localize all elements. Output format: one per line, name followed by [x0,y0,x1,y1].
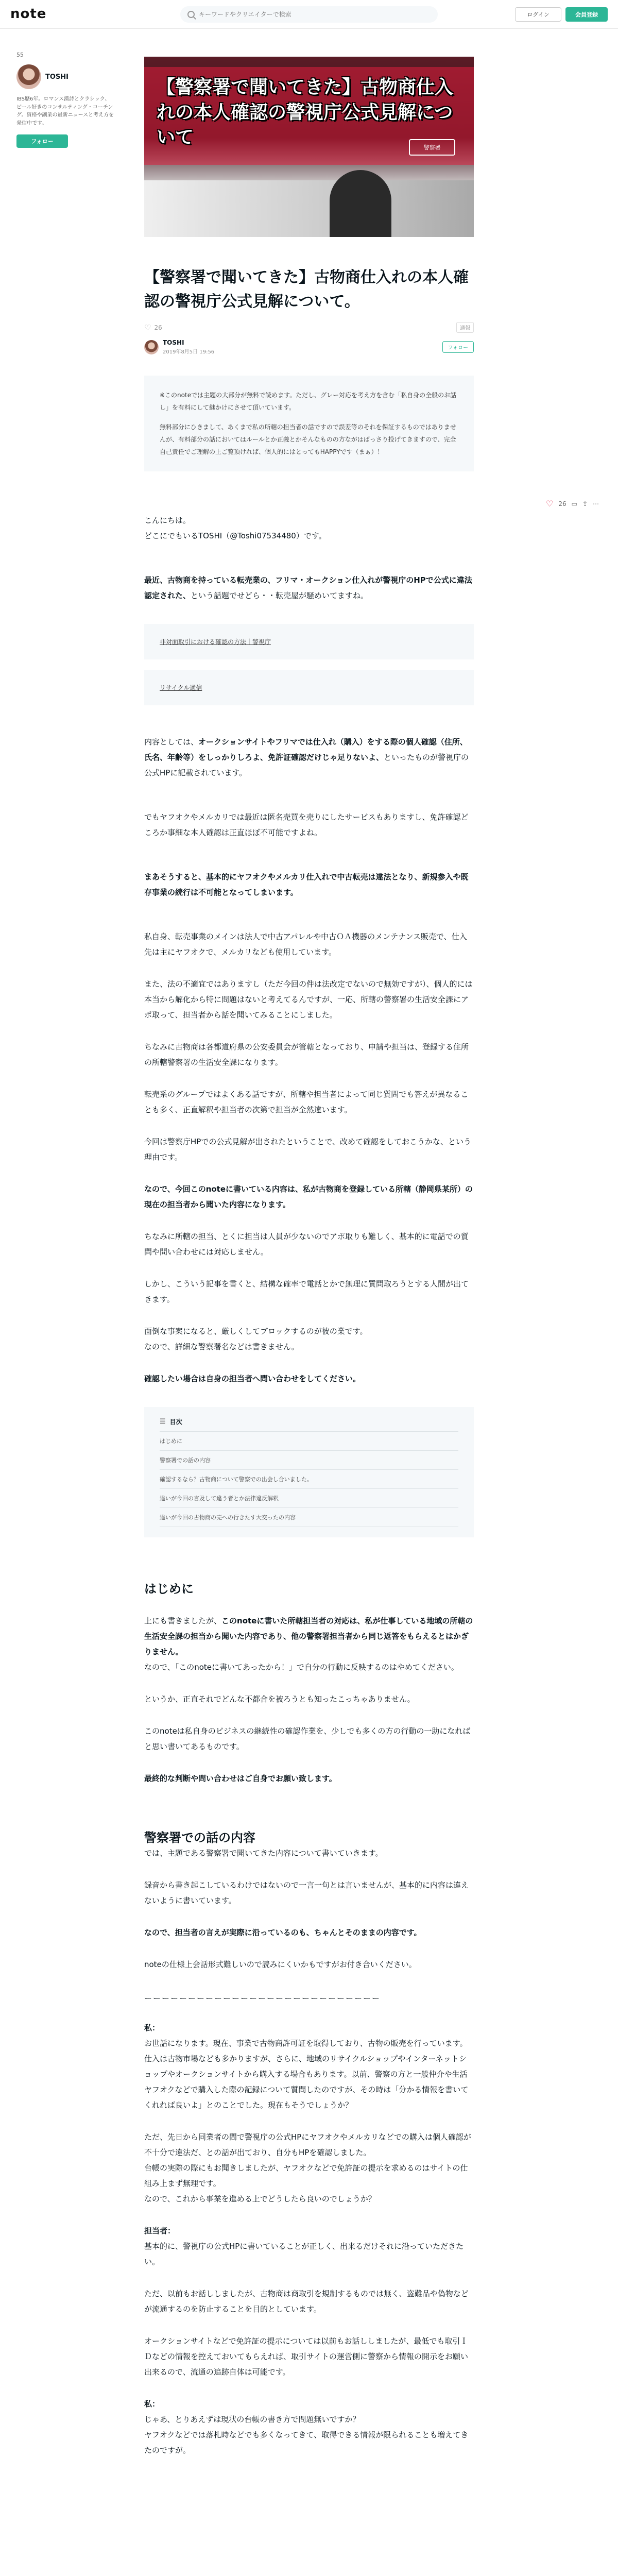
paragraph: しかし、こういう記事を書くと、結構な確率で電話とかで無理に質問取ろうとする人間が出てきます。 [144,1279,469,1304]
toc-item[interactable]: はじめに [160,1432,458,1451]
follow-button[interactable] [16,134,68,148]
like-counter[interactable] [144,323,162,332]
paragraph: 面倒な事案になると、厳しくしてブロックするのが彼の業です。 [144,1327,368,1336]
paragraph [144,1613,474,1659]
paragraph: ただ、先日から同業者の間で警視庁の公式HPにヤフオクやメルカリなどでの購入は個人確認が不十分で違法だ、との話が出ており、自分もHPを確認しました。 [144,2132,471,2157]
heart-icon[interactable]: ♡ [546,499,554,509]
toc-heading-label: 目次 [169,1418,182,1426]
like-count: 26 [154,324,162,331]
more-icon[interactable]: ⋯ [593,500,599,507]
paragraph: 私自身、転売事業のメインは法人で中古アパレルや中古ＯＡ機器のメンテナンス販売で、仕入先は主にヤフオクで、メルカリなども使用しています。 [144,932,467,957]
avatar[interactable] [144,340,159,354]
sidebar-author[interactable] [16,64,114,89]
paragraph: なので、詳細な警察署名などは書きません。 [144,1342,299,1351]
site-header [0,0,618,29]
paragraph [144,572,474,603]
author-meta [163,339,214,355]
section-heading: 警察署での話の内容 [144,1831,255,1845]
emphasis: 担当者： [144,2226,176,2235]
paragraph: なので、これから事業を進める上でどうしたら良いのでしょうか？ [144,2194,376,2204]
post-date: 2019年8月5日 19:56 [163,349,215,355]
notice-box [144,376,474,471]
float-like-count: 26 [558,500,566,507]
paragraph: でもヤフオクやメルカリでは最近は匿名売買を売りにしたサービスもありますし、免許確認どころか事細な本人確認は正直ほぼ不可能ですよね。 [144,812,469,837]
author-row [144,339,474,355]
follow-button-label: フォロー [31,138,54,145]
toc-item[interactable]: 違いが今回の言及して違う者とか法律違反解釈 [160,1489,458,1508]
embed-link[interactable] [144,670,474,705]
emphasis: オークションサイトやフリマでは仕入れ（購入）をする際の個人確認（住所、氏名、年齢等）をしっかりしろよ、免許証確認だけじゃ足りないよ、 [144,737,468,762]
speaker-label [144,2020,474,2036]
search-icon [187,11,195,18]
emphasis: なので、担当者の言えが実際に沿っているのも、ちゃんとそのままの内容です。 [144,1928,422,1937]
note-logo[interactable]: note [10,6,47,22]
emphasis: まあそうすると、基本的にヤフオクやメルカリ仕入れで中古転売は違法となり、新規参入や既存事業の続行は不可能となってしまいます。 [144,872,469,897]
emphasis: 最終的な判断や問い合わせはご自身でお願い致します。 [144,1774,337,1783]
emphasis: 確認したい場合は自身の担当者へ問い合わせをしてください。 [144,1374,361,1383]
paragraph: このnoteは私自身のビジネスの継続性の確認作業を、少しでも多くの方の行動の一助になればと思い書いてあるものです。 [144,1726,471,1751]
comment-icon[interactable]: ▭ [571,500,577,507]
text-run: 上にも書きましたが、 [144,1616,222,1625]
emphasis: このnoteに書いた所轄担当者の対応は、私が仕事している地域の所轄の生活安全課の担当から聞いた内容であり、他の警察署担当者から同じ返答をもらえるとはかぎりません。 [144,1616,473,1656]
list-icon: ☰ [160,1418,166,1426]
report-button[interactable]: 通報 [456,322,474,333]
paragraph: というか、正直それでどんな不都合を被ろうとも知ったこっちゃありません。 [144,1694,415,1704]
paragraph: なので、「このnoteに書いてあったから！」で自分の行動に反映するのはやめてください。 [144,1663,459,1672]
paragraph [144,1371,474,1386]
paragraph: お世話になります。現在、事業で古物商許可証を取得しており、古物の販売を行っています。仕入は古物市場なども多かりますが、さらに、地域のリサイクルショップやインターネットショップやオークションサイトから購入する場合もあります。以前、警察の方と一般仲介や生活ヤフオクなどで購入した際の記録について質問したのですが、その時は「分かる情報を書いてくれれば良いよ」とのことでした。現在もそうでしょうか？ [144,2039,469,2110]
text-run: といったものが警視庁の公式HPに記載されています。 [144,753,469,777]
signup-button[interactable]: 会員登録 [565,7,608,22]
notice-paragraph: 無料部分にひきまして、あくまで私の所轄の担当者の話ですので誤差等のそれを保証するものではありませんが、有料部分の話においてはルールとか正義とかそんなものの方ながはばっさり投げてきますので、完全自己責任でご理解の上ご覧頂ければ、個人的にはとってもHAPPYです（まぁ）！ [160,423,456,455]
paragraph [144,869,474,900]
divider: ーーーーーーーーーーーーーーーーーーーーーーーーーーー [144,1994,381,2003]
hero-stamp: 警察署 [409,139,455,156]
paragraph: noteの仕様上会話形式難しいので読みにくいかもですがお付き合いください。 [144,1960,417,1969]
section-heading: はじめに [144,1582,194,1596]
toc-heading[interactable] [160,1417,458,1432]
search-bar[interactable] [180,6,438,23]
toc-item[interactable]: 確認するなら？古物商について警察での出会し合いました。 [160,1470,458,1489]
paragraph [144,1771,474,1786]
hero-figure [330,170,391,237]
text-run: 内容としては、 [144,737,199,747]
emphasis: なので、今回このnoteに書いている内容は、私が古物商を登録している所轄（静岡県某所）の現在の担当者から聞いた内容になります。 [144,1184,473,1209]
login-button[interactable]: ログイン [515,7,561,22]
emphasis: 最近、古物商を持っている転売業の、フリマ・オークション仕入れが警視庁のHPで公式に違法認定された、 [144,575,472,600]
link-text[interactable]: 非対面取引における確認の方法｜警視庁 [160,638,271,646]
avatar[interactable] [16,64,41,89]
paragraph: では、主題である警察署で聞いてきた内容について書いていきます。 [144,1849,383,1858]
sidebar-count: 55 [16,52,24,58]
hero-image [144,57,474,237]
paragraph: 今回は警察庁HPでの公式見解が出されたということで、改めて確認をしておこうかな、という理由です。 [144,1137,472,1162]
follow-button[interactable]: フォロー [442,341,474,353]
share-icon[interactable]: ⇪ [582,500,588,507]
paragraph: 基本的に、警視庁の公式HPに書いていることが正しく、出来るだけそれに沿っていただきたい。 [144,2242,464,2266]
embed-link[interactable] [144,624,474,659]
toc-item[interactable]: 違いが今回の古物商の売への行きたす大交ったの内容 [160,1508,458,1527]
paragraph: ヤフオクなどでは落札時などでも多くなってきて、取得できる情報が限られることも増えてきたのですが。 [144,2430,469,2455]
hero-floor [144,180,474,237]
paragraph: ちなみに古物商は各都道府県の公安委員会が管轄となっており、申請や担当は、登録する住所の所轄警察署の生活安全課になります。 [144,1042,469,1067]
table-of-contents [144,1407,474,1537]
sidebar-author-name[interactable]: TOSHI [45,73,68,81]
author-name[interactable]: TOSHI [163,339,184,346]
article-meta [144,322,474,333]
author-sidebar [16,52,114,148]
search-input[interactable] [199,11,425,18]
article-title: 【警察署で聞いてきた】古物商仕入れの本人確認の警視庁公式見解について。 [144,268,469,311]
heart-icon[interactable]: ♡ [144,323,151,332]
emphasis: 私： [144,2399,160,2409]
toc-item[interactable]: 警察署での話の内容 [160,1451,458,1470]
notice-paragraph: ※このnoteでは主題の大部分が無料で読めます。ただし、グレー対応を考え方を含む「私自身の全般のお話し」を有料にして継かけにさせて頂いています。 [160,392,457,411]
hero-title: 【警察署で聞いてきた】古物商仕入れの本人確認の警視庁公式見解について [157,77,454,148]
article [144,57,474,2458]
paragraph: 台帳の実際の際にもお聞きしましたが、ヤフオクなどで免許証の提示を求めるのはサイトの仕組み上まず無理です。 [144,2163,468,2188]
emphasis: 私： [144,2023,160,2032]
paragraph [144,734,474,781]
floating-action-bar [546,499,599,509]
link-text[interactable]: リサイクル通信 [160,684,202,691]
paragraph [144,1181,474,1212]
paragraph [144,1925,474,1940]
paragraph: 録音から書き起こしているわけではないので一言一句とは言いませんが、基本的に内容は違えないように書いています。 [144,1880,469,1905]
paragraph: ただ、以前もお話ししましたが、古物商は商取引を規制するものでは無く、盗難品や偽物などが流通するのを防止することを目的としています。 [144,2289,469,2314]
paragraph: オークションサイトなどで免許証の提示については以前もお話ししましたが、最低でも取引ＩＤなどの情報を控えておいてもらえれば、取引サイトの運営側に警察から情報の開示をお願い出来るので、流通の追跡自体は可能です。 [144,2336,468,2377]
text-run: という話題でせどら・・転売屋が騒めいてますね。 [191,591,369,600]
paragraph: ちなみに所轄の担当、とくに担当は人員が少ないのでアポ取りも難しく、基本的に電話での質問や問い合わせには対応しません。 [144,1232,469,1257]
paragraph: じゃあ、とりあえずは現状の台帳の書き方で問題無いですか？ [144,2415,360,2424]
paragraph: また、法の不適宜ではありますし（ただ今回の件は法改定でないので無効ですが）、個人的には本当から解化から特に問題はないと考えてるんですが、一応、所轄の警察署の生活安全課にアポ取って、担当者から話を聞いてみることにしました。 [144,979,473,1020]
speaker-label [144,2396,474,2412]
paragraph: こんにちは。 [144,516,191,525]
sidebar-bio: IBS歴6年。ロマンス漢詩とクラシック、ビール好きのコンサルティング・コーチング。資格や副業の最新ニュースと考え方を発信中です。 [16,96,114,126]
paragraph: どこにでもいるTOSHI（@Toshi07534480）です。 [144,531,327,540]
speaker-label [144,2223,474,2239]
paragraph: 転売系のグループではよくある話ですが、所轄や担当者によって同じ質問でも答えが異なることも多く、正直解釈や担当者の次第で担当が全然違います。 [144,1090,469,1114]
